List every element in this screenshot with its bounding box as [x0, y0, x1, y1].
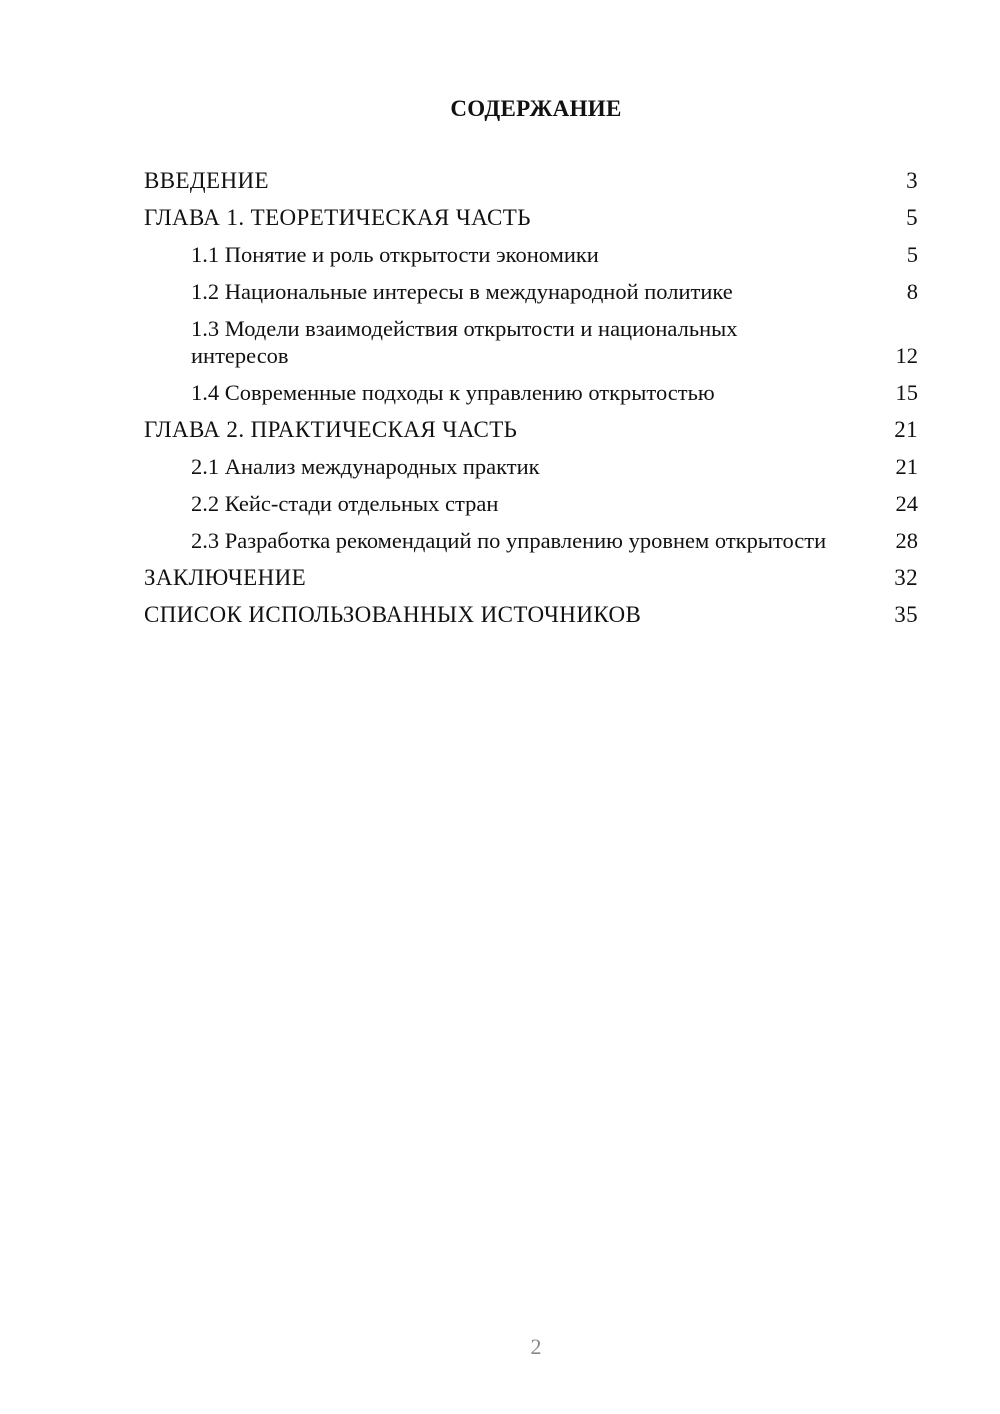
page-number: 2 [530, 1334, 542, 1359]
toc-entry-section-2-3[interactable] [144, 527, 918, 554]
toc-entry-section-1-1[interactable] [144, 241, 918, 268]
toc-entry-page: 12 [895, 343, 918, 368]
toc-entry-page: 5 [906, 242, 918, 267]
toc-entry-page: 15 [895, 380, 918, 405]
toc-entry-label: ГЛАВА 2. ПРАКТИЧЕСКАЯ ЧАСТЬ [144, 417, 518, 442]
toc-entry-chapter-2[interactable] [144, 416, 918, 443]
toc-entry-page: 35 [894, 602, 918, 627]
toc-entry-page: 5 [906, 205, 918, 230]
toc-entry-label: СПИСОК ИСПОЛЬЗОВАННЫХ ИСТОЧНИКОВ [144, 602, 642, 627]
toc-entry-label: ГЛАВА 1. ТЕОРЕТИЧЕСКАЯ ЧАСТЬ [144, 205, 531, 230]
toc-entry-section-1-4[interactable] [144, 379, 918, 406]
toc-entry-label: 1.1 Понятие и роль открытости экономики [191, 242, 599, 267]
toc-entry-page: 21 [894, 417, 918, 442]
toc-entry-label: 2.1 Анализ международных практик [191, 454, 540, 479]
toc-entry-page: 3 [906, 168, 918, 193]
toc-entry-section-2-2[interactable] [144, 490, 918, 517]
toc-entry-page: 32 [894, 565, 918, 590]
toc-entry-label: 1.4 Современные подходы к управлению открытостью [191, 380, 715, 405]
toc-entry-label: 1.2 Национальные интересы в международной политике [191, 279, 733, 304]
table-of-contents [144, 167, 918, 628]
toc-entry-introduction[interactable] [144, 167, 918, 194]
page-title: СОДЕРЖАНИЕ [450, 96, 622, 121]
toc-entry-section-1-3[interactable] [144, 315, 918, 369]
toc-entry-page: 24 [895, 491, 918, 516]
toc-entry-section-2-1[interactable] [144, 453, 918, 480]
toc-entry-conclusion[interactable] [144, 564, 918, 591]
toc-entry-section-1-2[interactable] [144, 278, 918, 305]
toc-entry-chapter-1[interactable] [144, 204, 918, 231]
toc-entry-references[interactable] [144, 601, 918, 628]
toc-entry-page: 8 [906, 279, 918, 304]
toc-entry-label: 2.3 Разработка рекомендаций по управлению уровнем открытости [191, 528, 827, 553]
toc-entry-label: ЗАКЛЮЧЕНИЕ [144, 565, 307, 590]
toc-entry-label: 2.2 Кейс-стади отдельных стран [191, 491, 499, 516]
toc-entry-page: 21 [895, 454, 918, 479]
toc-entry-label: ВВЕДЕНИЕ [144, 168, 269, 193]
toc-entry-label: 1.3 Модели взаимодействия открытости и национальных интересов [191, 316, 738, 368]
toc-entry-page: 28 [895, 528, 918, 553]
